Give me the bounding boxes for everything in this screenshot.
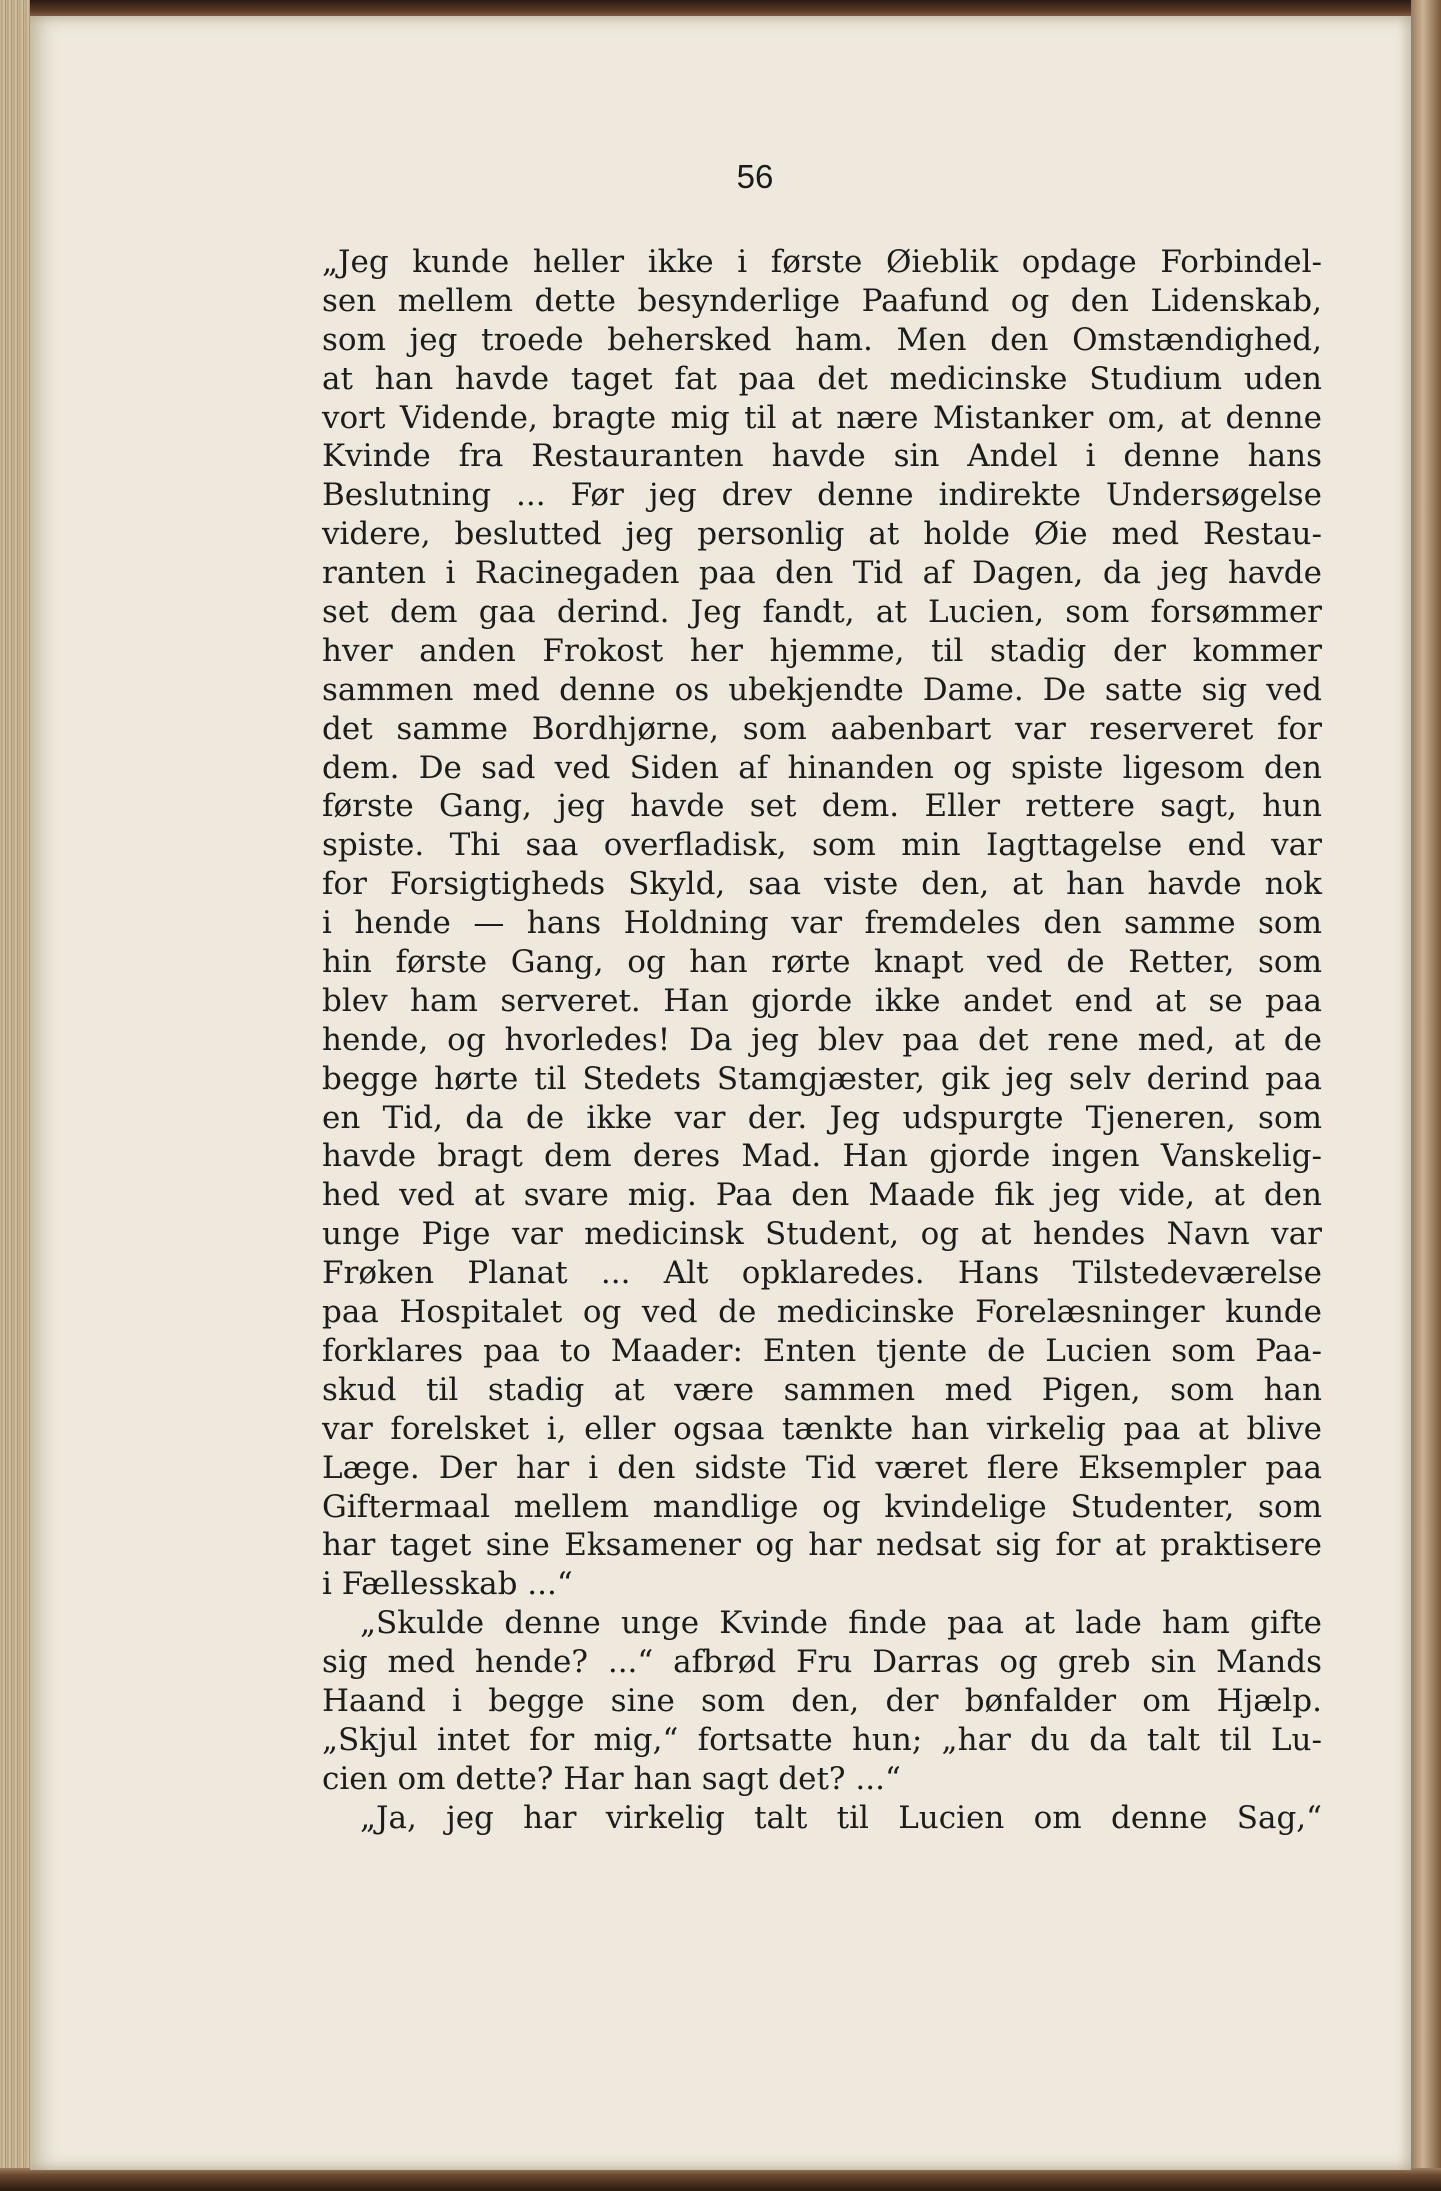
text-line: for Forsigtigheds Skyld, saa viste den, at han havde nok [322, 866, 1322, 903]
text-line: Beslutning ... Før jeg drev denne indirekte Undersøgelse [322, 477, 1322, 514]
text-line: begge hørte til Stedets Stamgjæster, gik jeg selv derind paa [322, 1060, 1322, 1097]
text-line: Læge. Der har i den sidste Tid været flere Eksempler paa [322, 1449, 1322, 1486]
text-line: en Tid, da de ikke var der. Jeg udspurgte Tjeneren, som [322, 1099, 1322, 1136]
text-line: Frøken Planat ... Alt opklaredes. Hans Tilstedeværelse [322, 1255, 1322, 1292]
text-line: „Ja, jeg har virkelig talt til Lucien om denne Sag,“ [360, 1799, 1322, 1836]
text-line: dem. De sad ved Siden af hinanden og spiste ligesom den [322, 749, 1322, 786]
text-line: sammen med denne os ubekjendte Dame. De satte sig ved [322, 671, 1322, 708]
book-edge-left [0, 0, 30, 2191]
text-line: var forelsket i, eller ogsaa tænkte han virkelig paa at blive [322, 1410, 1322, 1447]
text-line: ranten i Racinegaden paa den Tid af Dagen, da jeg havde [322, 555, 1322, 592]
book-edge-bottom [0, 2168, 1441, 2191]
text-line: som jeg troede behersked ham. Men den Omstændighed, [322, 321, 1322, 358]
text-line: spiste. Thi saa overfladisk, som min Iagttagelse end var [322, 827, 1322, 864]
text-line: havde bragt dem deres Mad. Han gjorde ingen Vanskelig- [322, 1138, 1322, 1175]
text-line: vort Vidende, bragte mig til at nære Mistanker om, at denne [322, 399, 1322, 436]
text-line: Kvinde fra Restauranten havde sin Andel i denne hans [322, 438, 1322, 475]
text-line: hin første Gang, og han rørte knapt ved de Retter, som [322, 944, 1322, 981]
text-line: hende, og hvorledes! Da jeg blev paa det rene med, at de [322, 1021, 1322, 1058]
text-line: det samme Bordhjørne, som aabenbart var reserveret for [322, 710, 1322, 747]
text-line: cien om dette? Har han sagt det? ...“ [322, 1760, 901, 1797]
body-text [322, 243, 1322, 1838]
text-line: Giftermaal mellem mandlige og kvindelige Studenter, som [322, 1488, 1322, 1525]
text-line: „Jeg kunde heller ikke i første Øieblik opdage Forbindel- [322, 244, 1322, 280]
text-line: forklares paa to Maader: Enten tjente de Lucien som Paa- [322, 1332, 1322, 1369]
text-line: hed ved at svare mig. Paa den Maade fik jeg vide, at den [322, 1177, 1322, 1214]
text-line: unge Pige var medicinsk Student, og at hendes Navn var [322, 1216, 1322, 1253]
page-number: 56 [736, 158, 774, 195]
text-line: første Gang, jeg havde set dem. Eller rettere sagt, hun [322, 788, 1322, 825]
text-line: sig med hende? ...“ afbrød Fru Darras og greb sin Mands [322, 1644, 1322, 1681]
text-line: videre, beslutted jeg personlig at holde Øie med Restau- [322, 516, 1322, 553]
text-line: sen mellem dette besynderlige Paafund og den Lidenskab, [322, 282, 1322, 319]
book-edge-right [1411, 0, 1441, 2191]
text-line: har taget sine Eksamener og har nedsat sig for at praktisere [322, 1527, 1322, 1564]
text-line: blev ham serveret. Han gjorde ikke andet end at se paa [322, 982, 1322, 1019]
text-line: at han havde taget fat paa det medicinske Studium uden [322, 360, 1322, 397]
text-line: „Skjul intet for mig,“ fortsatte hun; „har du da talt til Lu- [322, 1721, 1322, 1758]
text-line: „Skulde denne unge Kvinde finde paa at lade ham gifte [360, 1605, 1322, 1642]
text-line: i Fællesskab ...“ [322, 1566, 573, 1603]
text-line: set dem gaa derind. Jeg fandt, at Lucien, som forsømmer [322, 594, 1322, 631]
text-line: Haand i begge sine som den, der bønfalder om Hjælp. [322, 1682, 1322, 1719]
text-line: i hende — hans Holdning var fremdeles den samme som [322, 905, 1322, 942]
text-line: hver anden Frokost her hjemme, til stadig der kommer [322, 632, 1322, 669]
text-line: paa Hospitalet og ved de medicinske Forelæsninger kunde [322, 1294, 1322, 1331]
text-line: skud til stadig at være sammen med Pigen, som han [322, 1371, 1322, 1408]
